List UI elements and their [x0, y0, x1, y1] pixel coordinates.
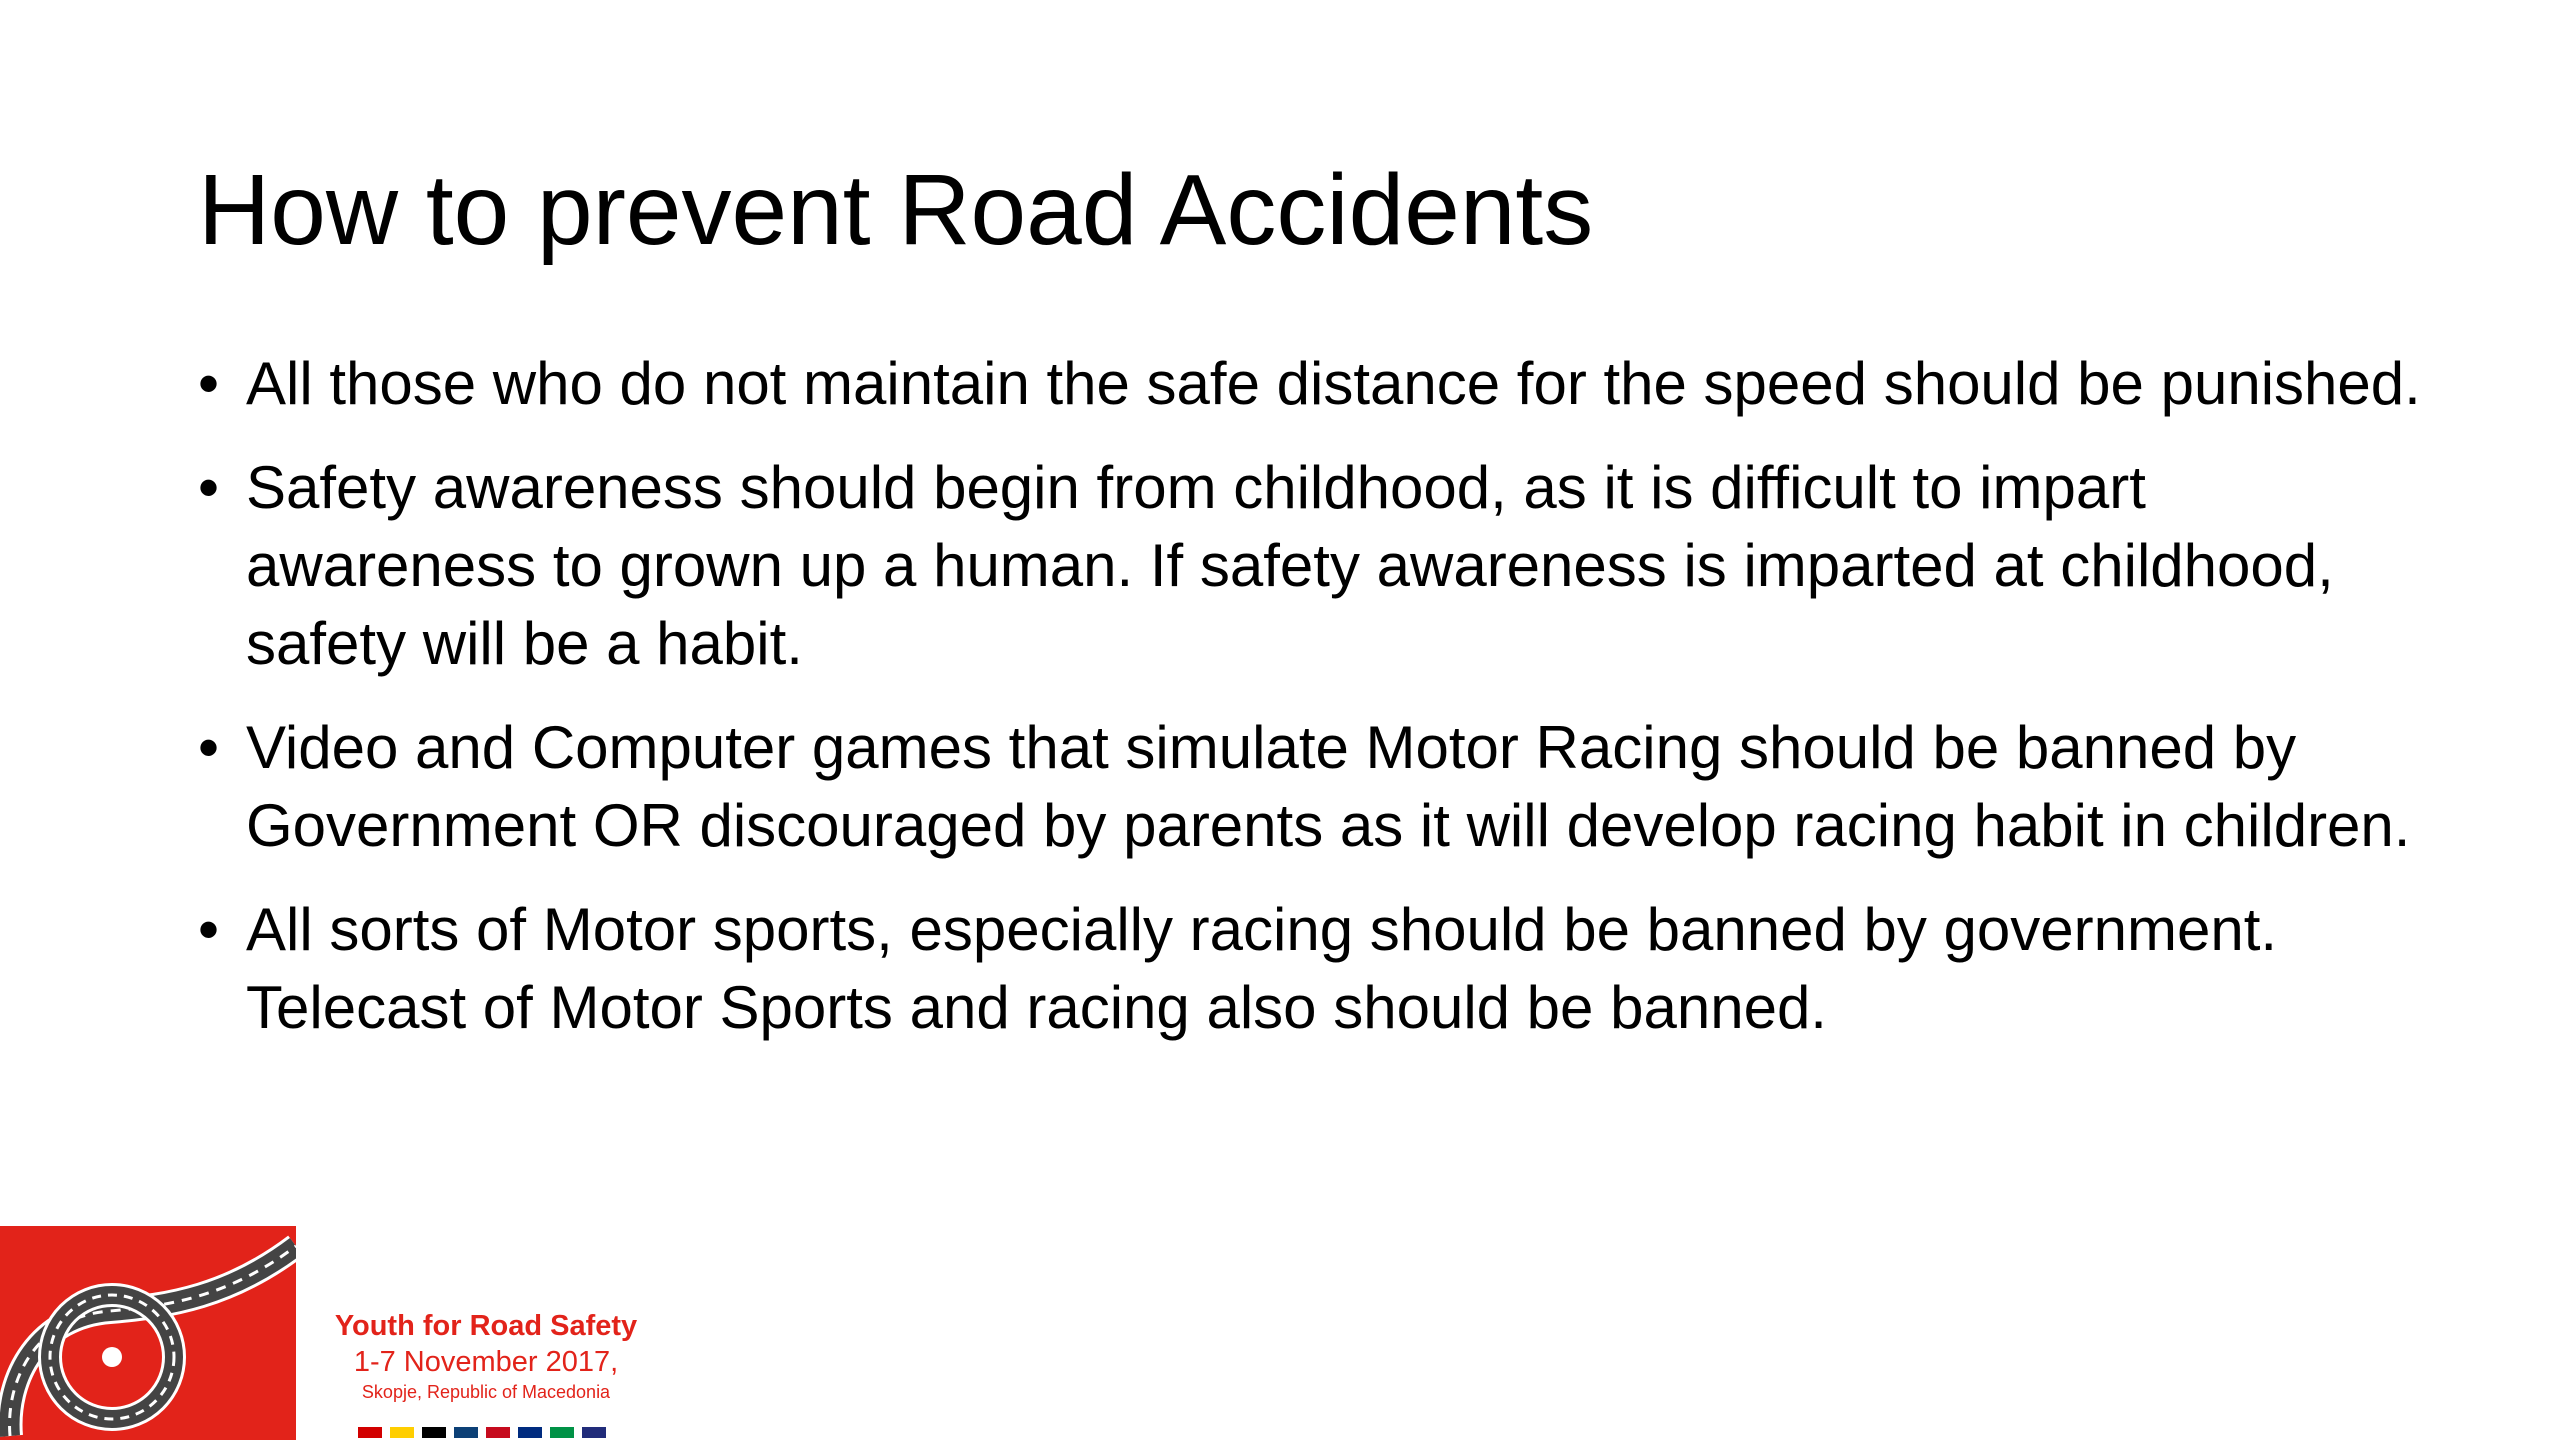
bullet-item: [198, 891, 2428, 1047]
flag-icon: [486, 1427, 510, 1438]
bullet-text: Video and Computer games that simulate Motor Racing should be banned by Government OR discouraged by parents as it will develop racing habit in children.: [246, 714, 2411, 859]
flags-strip-icon: [358, 1425, 608, 1439]
flag-icon: [550, 1427, 574, 1438]
bullet-text: All those who do not maintain the safe distance for the speed should be punished.: [246, 350, 2421, 417]
flag-icon: [390, 1427, 414, 1438]
flag-icon: [358, 1427, 382, 1438]
flag-icon: [582, 1427, 606, 1438]
bullet-icon: •: [198, 714, 220, 781]
bullet-icon: •: [198, 896, 220, 963]
logo-title: Youth for Road Safety: [334, 1310, 638, 1342]
bullet-item: [198, 449, 2428, 683]
logo-text-block: [316, 1308, 656, 1404]
bullet-item: [198, 709, 2428, 865]
logo-date: 1-7 November 2017,: [353, 1346, 619, 1378]
flag-icon: [518, 1427, 542, 1438]
logo-location: Skopje, Republic of Macedonia: [361, 1382, 611, 1402]
slide-title: How to prevent Road Accidents: [198, 154, 1594, 266]
bullet-text: Safety awareness should begin from childhood, as it is difficult to impart awareness to grown up a human. If safety awareness is imparted at childhood, safety will be a habit.: [246, 454, 2334, 677]
bullet-list: [198, 345, 2428, 1073]
flag-icon: [422, 1427, 446, 1438]
bullet-item: [198, 345, 2428, 423]
flag-icon: [454, 1427, 478, 1438]
bullet-icon: •: [198, 350, 220, 417]
event-logo: [0, 1226, 700, 1440]
road-logo-icon: [0, 1226, 296, 1440]
bullet-text: All sorts of Motor sports, especially racing should be banned by government. Telecast of Motor Sports and racing also should be banned.: [246, 896, 2278, 1041]
bullet-icon: •: [198, 454, 220, 521]
